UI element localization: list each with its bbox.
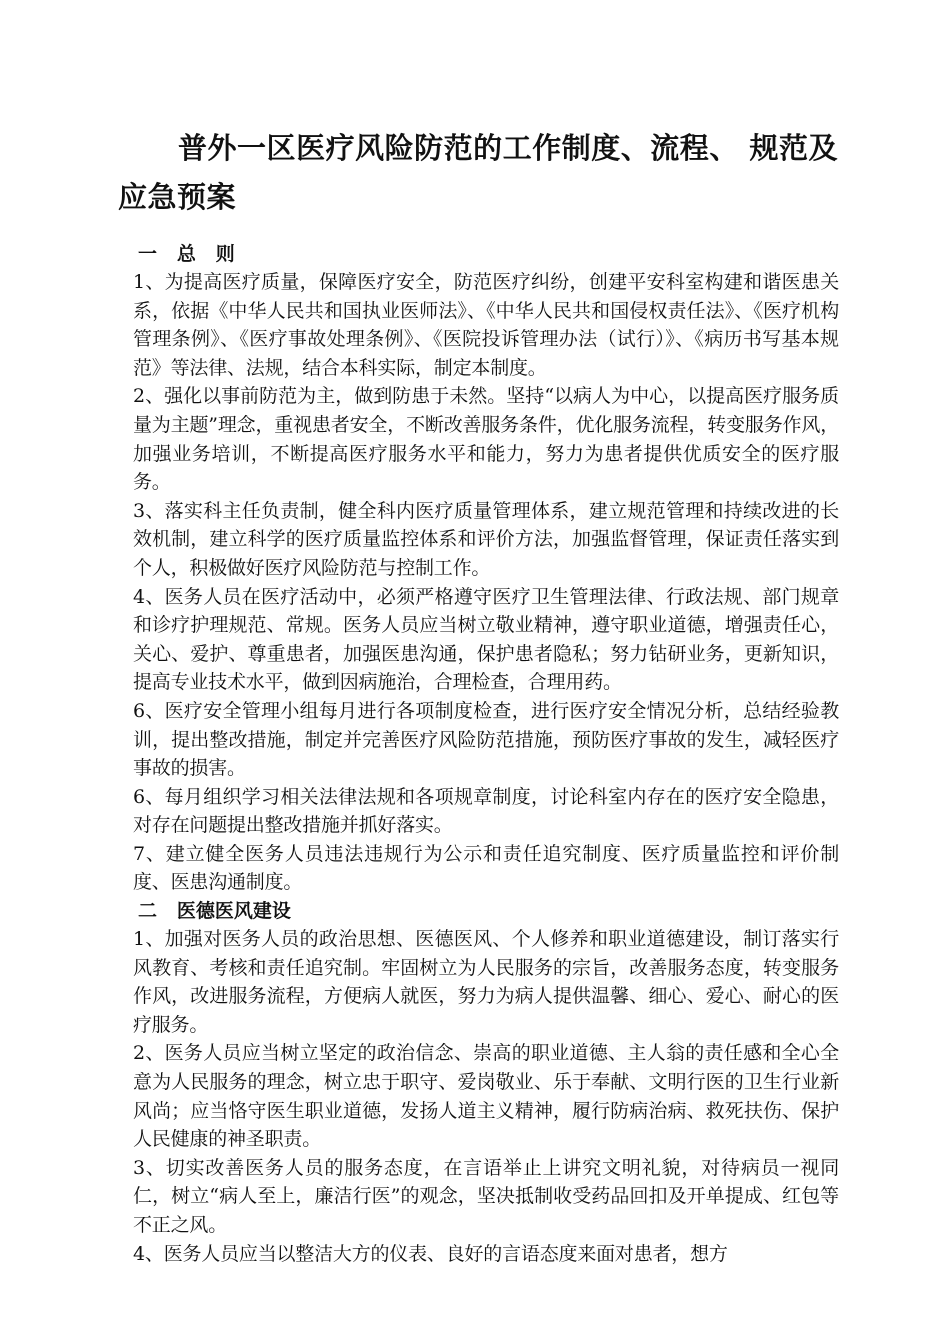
paragraph: 7、建立健全医务人员违法违规行为公示和责任追究制度、医疗质量监控和评价制度、医患沟通制度。 [133, 842, 839, 894]
paragraph: 2、医务人员应当树立坚定的政治信念、崇高的职业道德、主人翁的责任感和全心全意为人民服务的理念，树立忠于职守、爱岗敬业、乐于奉献、文明行医的卫生行业新风尚；应当恪守医生职业道德，发扬人道主义精神，履行防病治病、救死扶伤、保护人民健康的神圣职责。 [133, 1042, 839, 1151]
section-medical-ethics [133, 897, 839, 1268]
paragraph: 6、每月组织学习相关法律法规和各项规章制度，讨论科室内存在的医疗安全隐患，对存在问题提出整改措施并抓好落实。 [133, 785, 839, 837]
paragraph: 2、强化以事前防范为主，做到防患于未然。坚持“以病人为中心，以提高医疗服务质量为主题”理念，重视患者安全，不断改善服务条件，优化服务流程，转变服务作风，加强业务培训，不断提高医疗服务水平和能力，努力为患者提供优质安全的医疗服务。 [133, 385, 839, 494]
paragraph: 3、落实科主任负责制，健全科内医疗质量管理体系，建立规范管理和持续改进的长效机制，建立科学的医疗质量监控体系和评价方法，加强监督管理，保证责任落实到个人，积极做好医疗风险防范与控制工作。 [133, 499, 839, 579]
paragraph: 6、医疗安全管理小组每月进行各项制度检查，进行医疗安全情况分析，总结经验教训，提出整改措施，制定并完善医疗风险防范措施，预防医疗事故的发生，减轻医疗事故的损害。 [133, 699, 839, 780]
document-title: 普外一区医疗风险防范的工作制度、流程、 规范及应急预案 [118, 131, 838, 214]
section-heading: 一 总 则 [138, 243, 235, 265]
paragraph: 4、医务人员应当以整洁大方的仪表、良好的言语态度来面对患者，想方 [133, 1242, 728, 1265]
paragraph: 1、加强对医务人员的政治思想、医德医风、个人修养和职业道德建设，制订落实行风教育、考核和责任追究制。牢固树立为人民服务的宗旨，改善服务态度，转变服务作风，改进服务流程，方便病人就医，努力为病人提供温馨、细心、爱心、耐心的医疗服务。 [133, 928, 839, 1036]
paragraph: 3、切实改善医务人员的服务态度，在言语举止上讲究文明礼貌，对待病员一视同仁，树立“病人至上，廉洁行医”的观念，坚决抵制收受药品回扣及开单提成、红包等不正之风。 [133, 1156, 839, 1236]
section-general-principles [133, 240, 839, 897]
paragraph: 4、医务人员在医疗活动中，必须严格遵守医疗卫生管理法律、行政法规、部门规章和诊疗护理规范、常规。医务人员应当树立敬业精神，遵守职业道德，增强责任心，关心、爱护、尊重患者，加强医患沟通，保护患者隐私；努力钻研业务，更新知识，提高专业技术水平，做到因病施治，合理检查，合理用药。 [133, 585, 839, 694]
paragraph: 1、为提高医疗质量，保障医疗安全，防范医疗纠纷，创建平安科室构建和谐医患关系，依据《中华人民共和国执业医师法》、《中华人民共和国侵权责任法》、《医疗机构管理条例》、《医疗事故处理条例》、《医院投诉管理办法（试行）》、《病历书写基本规范》等法律、法规，结合本科实际，制定本制度。 [133, 271, 839, 379]
section-heading: 二 医德医风建设 [138, 900, 291, 922]
